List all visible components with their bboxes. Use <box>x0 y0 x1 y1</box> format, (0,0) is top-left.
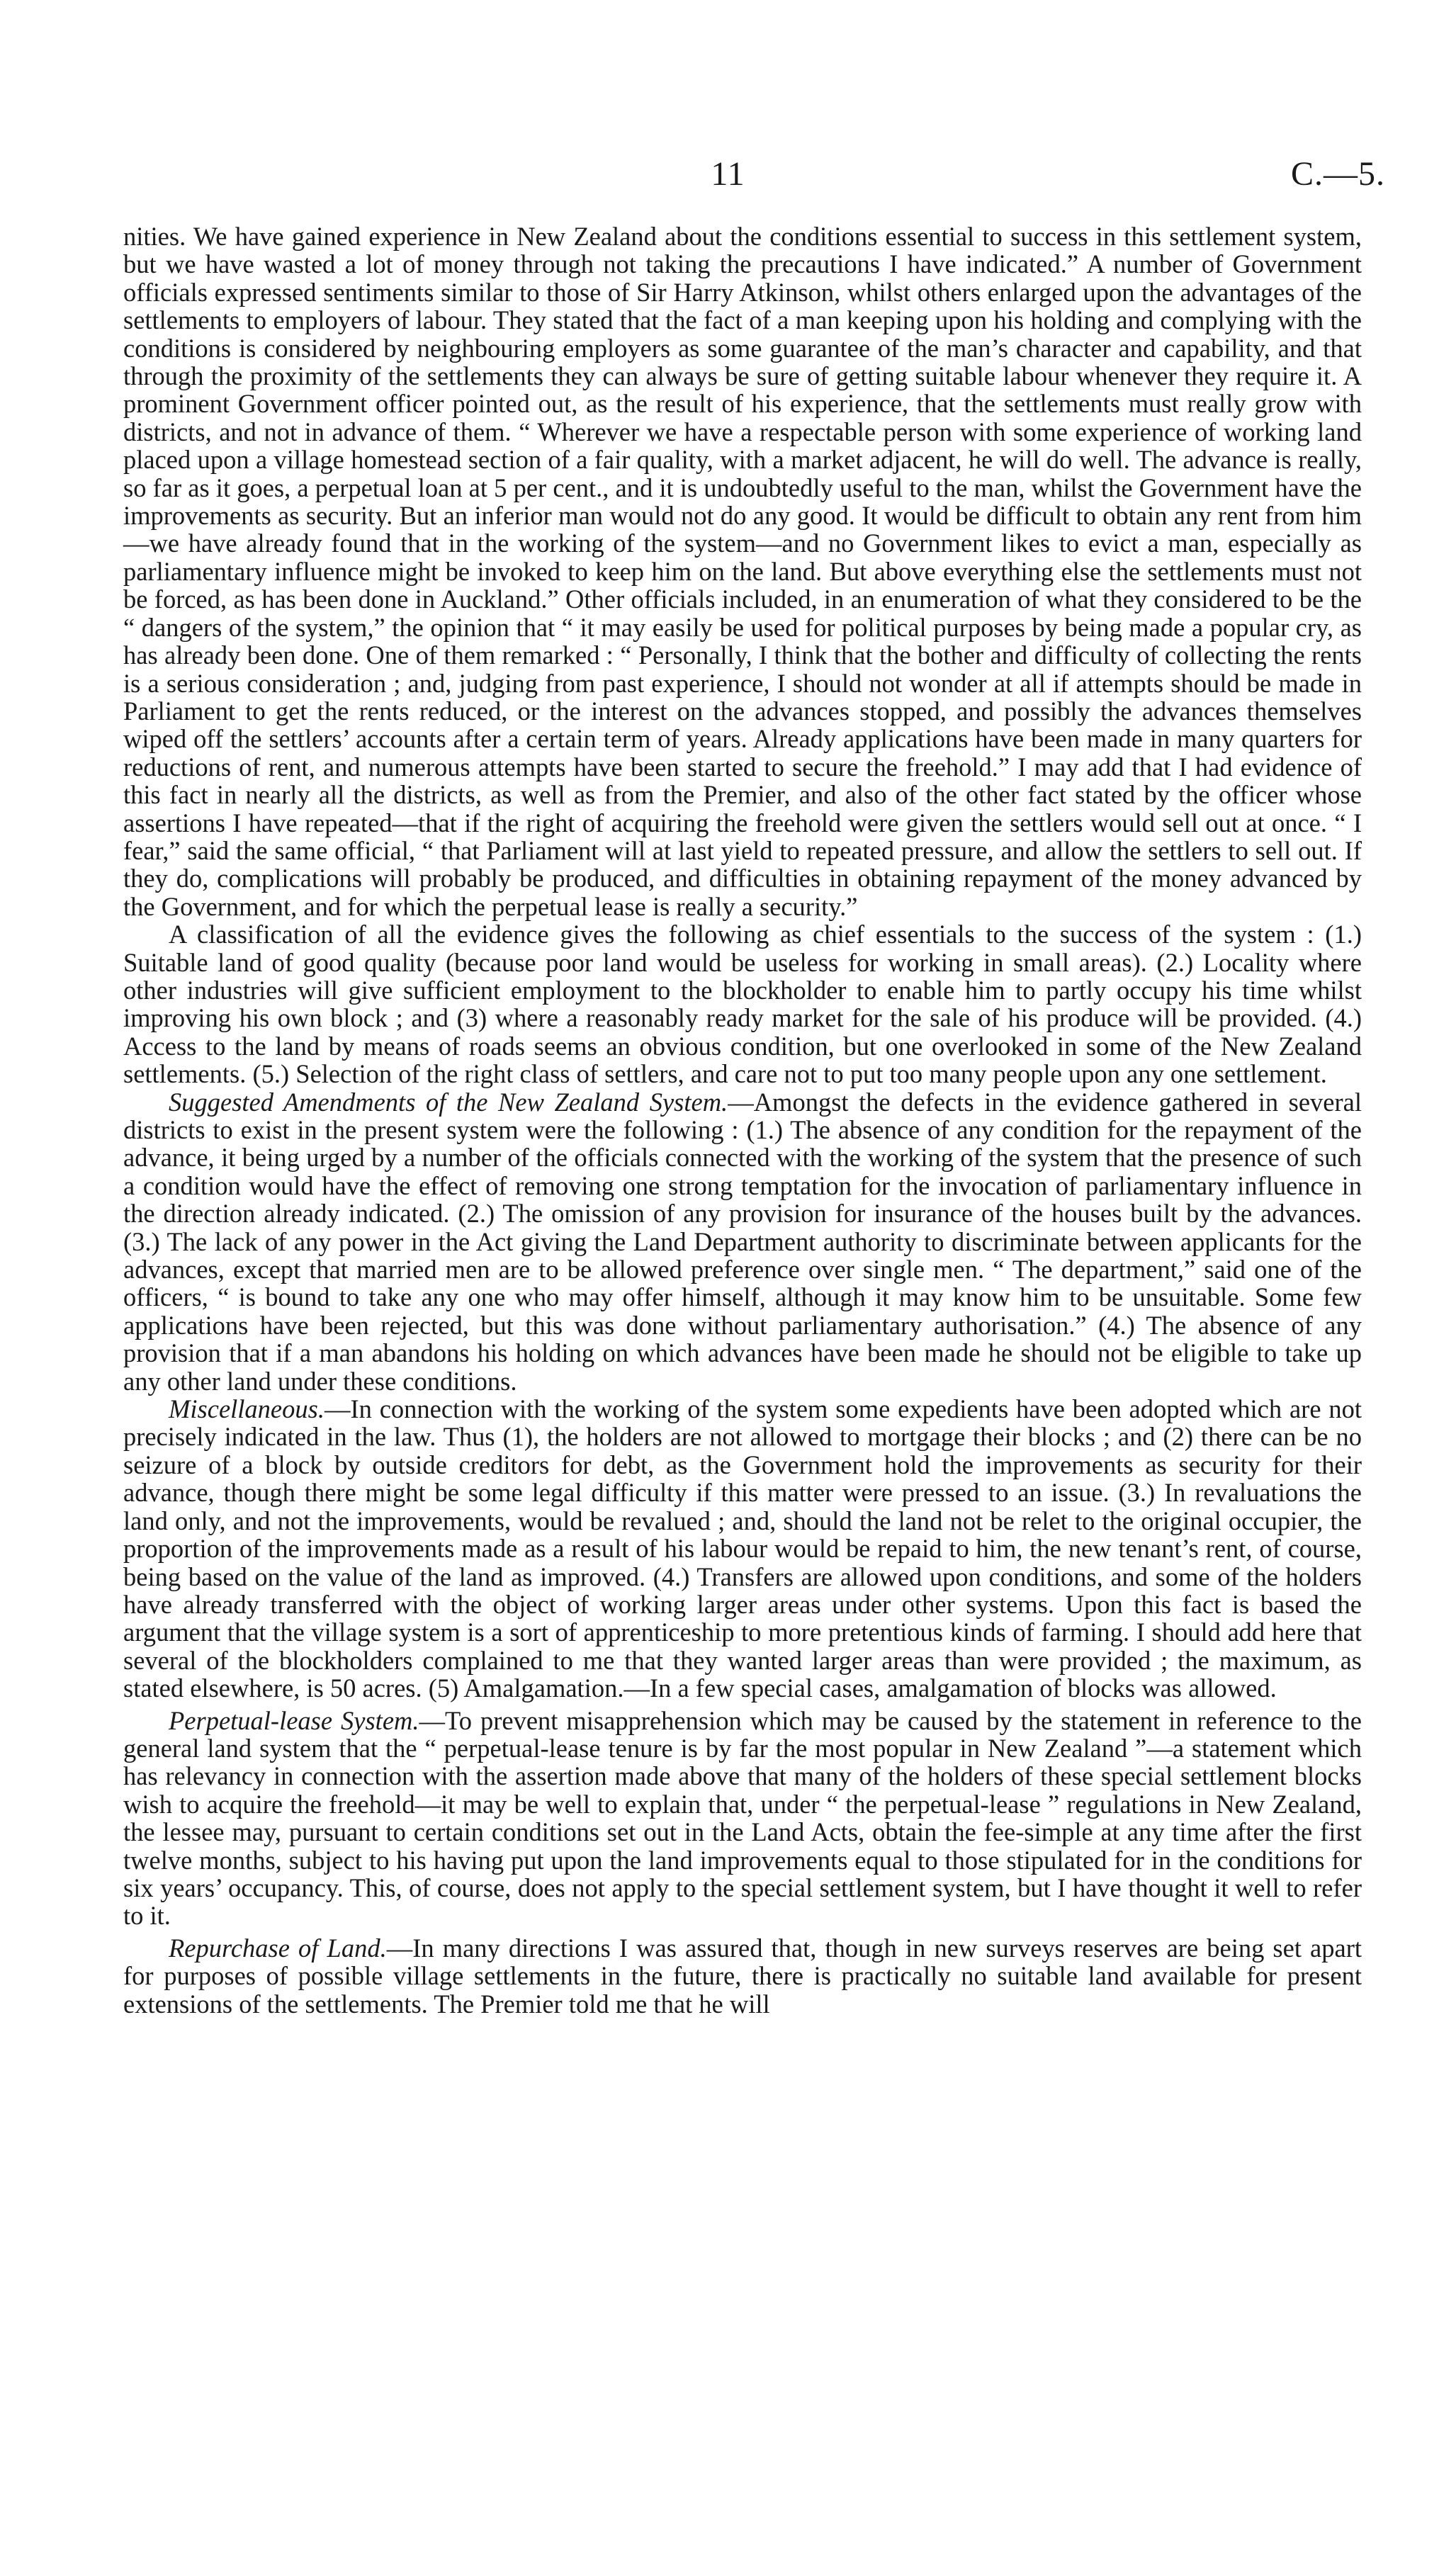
paragraph-text: —In connection with the working of the system some expedients have been adopted which are not precisely indicated in the law. Thus (1), the holders are not allowed to mortgage their blocks ; and (2) there can be no seizure of a block by outside creditors for debt, as the Government hold the improvements as security for their advance, though there might be some legal difficulty if this matter were pressed to an issue. (3.) In revaluations the land only, and not the improvements, would be revalued ; and, should the land not be relet to the original occupier, the proportion of the improvements made as a result of his labour would be repaid to him, the new tenant’s rent, of course, being based on the value of the land as improved. (4.) Transfers are allowed upon conditions, and some of the holders have already transferred with the object of working larger areas under other systems. Upon this fact is based the argument that the village system is a sort of apprenticeship to more pretentious kinds of farming. I should add here that several of the blockholders complained to me that they wanted larger areas than were provided ; the maximum, as stated elsewhere, is 50 acres. (5) Amalgamation.—In a few special cases, amalgamation of blocks was allowed. <box>123 1394 1362 1703</box>
section-heading: Suggested Amendments of the New Zealand System. <box>169 1087 728 1117</box>
section-heading: Perpetual-lease System. <box>169 1705 419 1735</box>
paragraph-text: nities. We have gained experience in New Zealand about the conditions essential to success in this settlement system, but we have wasted a lot of money through not taking the precautions I have indicated.” A number of Government officials expressed sentiments similar to those of Sir Harry Atkinson, whilst others enlarged upon the advantages of the settlements to employers of labour. They stated that the fact of a man keeping upon his holding and complying with the conditions is considered by neighbouring employers as some guarantee of the man’s character and capability, and that through the proximity of the settlements they can always be sure of getting suitable labour whenever they require it. A prominent Government officer pointed out, as the result of his experience, that the settlements must really grow with districts, and not in advance of them. “ Wherever we have a respectable person with some experience of working land placed upon a village homestead section of a fair quality, with a market adjacent, he will do well. The advance is really, so far as it goes, a perpetual loan at 5 per cent., and it is undoubtedly useful to the man, whilst the Government have the improvements as security. But an inferior man would not do any good. It would be difficult to obtain any rent from him—we have already found that in the working of the system—and no Government likes to evict a man, especially as parliamentary influence might be invoked to keep him on the land. But above everything else the settlements must not be forced, as has been done in Auckland.” Other officials included, in an enumeration of what they considered to be the “ dangers of the system,” the opinion that “ it may easily be used for political purposes by being made a popular cry, as has already been done. One of them remarked : “ Personally, I think that the bother and difficulty of collecting the rents is a serious consideration ; and, judging from past experience, I should not wonder at all if attempts should be made in Parliament to get the rents reduced, or the interest on the advances stopped, and possibly the advances themselves wiped off the settlers’ accounts after a certain term of years. Already applications have been made in many quarters for reductions of rent, and numerous attempts have been started to secure the freehold.” I may add that I had evidence of this fact in nearly all the districts, as well as from the Premier, and also of the other fact stated by the officer whose assertions I have repeated—that if the right of acquiring the freehold were given the settlers would sell out at once. “ I fear,” said the same official, “ that Parliament will at last yield to repeated pressure, and allow the settlers to sell out. If they do, complications will probably be produced, and difficulties in obtaining repayment of the money advanced by the Government, and for which the perpetual lease is really a security.” <box>123 222 1362 921</box>
paragraph-miscellaneous <box>123 1395 1362 1702</box>
page-number: 11 <box>711 155 745 193</box>
paragraph-continued-quote <box>123 222 1362 920</box>
paragraph-text: —In many directions I was assured that, though in new surveys reserves are being set apart for purposes of possible village settlements in the future, there is practically no suitable land available for present extensions of the settlements. The Premier told me that he will <box>123 1933 1362 2018</box>
section-heading: Miscellaneous. <box>169 1394 325 1424</box>
document-reference: C.—5. <box>1290 155 1385 193</box>
section-heading: Repurchase of Land. <box>169 1933 387 1963</box>
paragraph-suggested-amendments <box>123 1088 1362 1395</box>
paragraph-repurchase <box>123 1934 1362 2018</box>
paragraph-text: —To prevent misapprehension which may be caused by the statement in reference to the general land system that the “ perpetual-lease tenure is by far the most popular in New Zealand ”—a statement which has relevancy in connection with the assertion made above that many of the holders of these special settlement blocks wish to acquire the freehold—it may be well to explain that, under “ the perpetual-lease ” regulations in New Zealand, the lessee may, pursuant to certain conditions set out in the Land Acts, obtain the fee-simple at any time after the first twelve months, subject to his having put upon the land improvements equal to those stipulated for in the conditions for six years’ occupancy. This, of course, does not apply to the special settlement system, but I have thought it well to refer to it. <box>123 1705 1362 1931</box>
paragraph-essentials <box>123 920 1362 1088</box>
paragraph-text: —Amongst the defects in the evidence gathered in several districts to exist in the present system were the following : (1.) The absence of any condition for the repayment of the advance, it being urged by a number of the officials connected with the working of the system that the presence of such a condition would have the effect of removing one strong temptation for the invocation of parliamentary influence in the direction already indicated. (2.) The omission of any provision for insurance of the houses built by the advances. (3.) The lack of any power in the Act giving the Land Department authority to discriminate between applicants for the advances, except that married men are to be allowed preference over single men. “ The department,” said one of the officers, “ is bound to take any one who may offer himself, although it may know him to be unsuitable. Some few applications have been rejected, but this was done without parliamentary authorisation.” (4.) The absence of any provision that if a man abandons his holding on which advances have been made he should not be eligible to take up any other land under these conditions. <box>123 1087 1362 1396</box>
paragraph-perpetual-lease <box>123 1707 1362 1930</box>
paragraph-text: A classification of all the evidence gives the following as chief essentials to the success of the system : (1.) Suitable land of good quality (because poor land would be useless for working in small areas). (2.) Locality where other industries will give sufficient employment to the blockholder to enable him to partly occupy his time whilst improving his own block ; and (3) where a reasonably ready market for the sale of his produce will be provided. (4.) Access to the land by means of roads seems an obvious condition, but one overlooked in some of the New Zealand settlements. (5.) Selection of the right class of settlers, and care not to put too many people upon any one settlement. <box>123 920 1362 1089</box>
body-text <box>123 222 1362 2018</box>
